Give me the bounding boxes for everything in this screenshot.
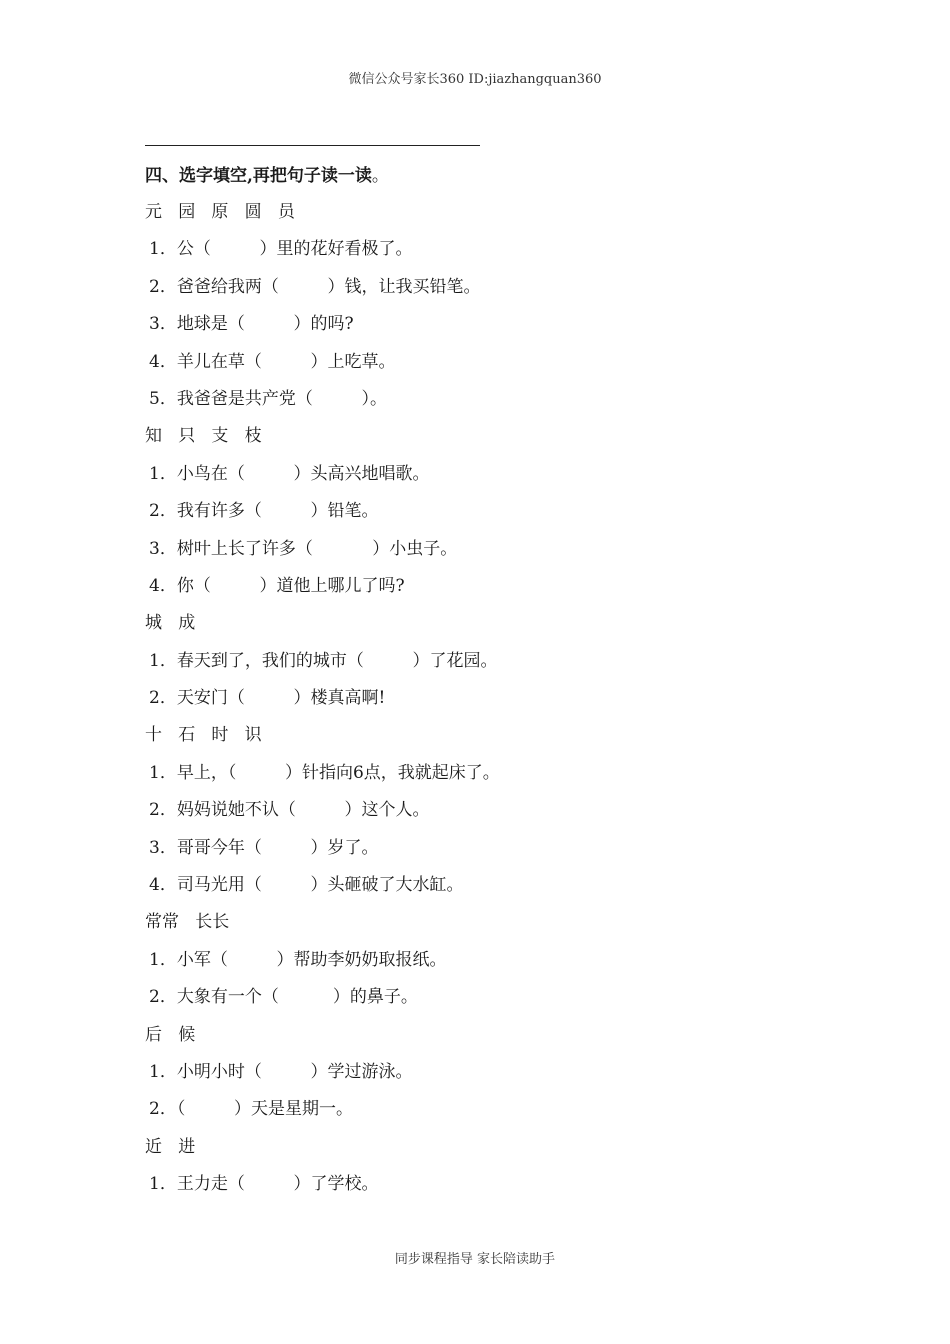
question-item: 5．我爸爸是共产党（ ）。 [149, 388, 387, 409]
question-item: 2．我有许多（ ）铅笔。 [149, 501, 379, 522]
question-item: 2．爸爸给我两（ ）钱，让我买铅笔。 [149, 276, 481, 297]
question-item: 1．早上，（ ）针指向6点，我就起床了。 [149, 762, 500, 783]
word-choices: 近 进 [145, 1136, 196, 1157]
question-item: 3．树叶上长了许多（ ）小虫子。 [149, 538, 458, 559]
word-choices: 城 成 [145, 613, 196, 634]
exercise-content [145, 158, 845, 1204]
question-item: 1．小鸟在（ ）头高兴地唱歌。 [149, 463, 430, 484]
answer-line [145, 145, 480, 146]
question-item: 1．小明小时（ ）学过游泳。 [149, 1061, 413, 1082]
question-item: 1．春天到了，我们的城市（ ）了花园。 [149, 650, 498, 671]
question-item: 1．公（ ）里的花好看极了。 [149, 239, 413, 260]
question-item: 2．妈妈说她不认（ ）这个人。 [149, 800, 430, 821]
question-item: 4．司马光用（ ）头砸破了大水缸。 [149, 875, 464, 896]
question-item: 4．你（ ）道他上哪儿了吗? [149, 575, 405, 596]
word-choices: 知 只 支 枝 [145, 426, 262, 447]
question-item: 2．（ ）天是星期一。 [149, 1099, 353, 1120]
section-title [145, 158, 845, 194]
question-item: 3．哥哥今年（ ）岁了。 [149, 837, 379, 858]
question-item: 1．小军（ ）帮助李奶奶取报纸。 [149, 949, 447, 970]
question-item: 1．王力走（ ）了学校。 [149, 1174, 379, 1195]
question-item: 4．羊儿在草（ ）上吃草。 [149, 351, 396, 372]
question-item: 3．地球是（ ）的吗? [149, 314, 354, 335]
question-item: 2．天安门（ ）楼真高啊! [149, 688, 386, 709]
word-choices: 常常 长长 [145, 912, 230, 933]
page-footer: 同步课程指导 家长陪读助手 [394, 1252, 556, 1267]
section-title-text: 四、选字填空,再把句子读一读 [145, 166, 372, 186]
word-choices: 十 石 时 识 [145, 725, 262, 746]
question-item: 2．大象有一个（ ）的鼻子。 [149, 987, 418, 1008]
section-title-period: 。 [371, 166, 389, 186]
page-header: 微信公众号家长360 ID:jiazhangquan360 [348, 72, 602, 87]
word-choices: 后 候 [145, 1024, 196, 1045]
word-choices: 元 园 原 圆 员 [145, 202, 295, 222]
